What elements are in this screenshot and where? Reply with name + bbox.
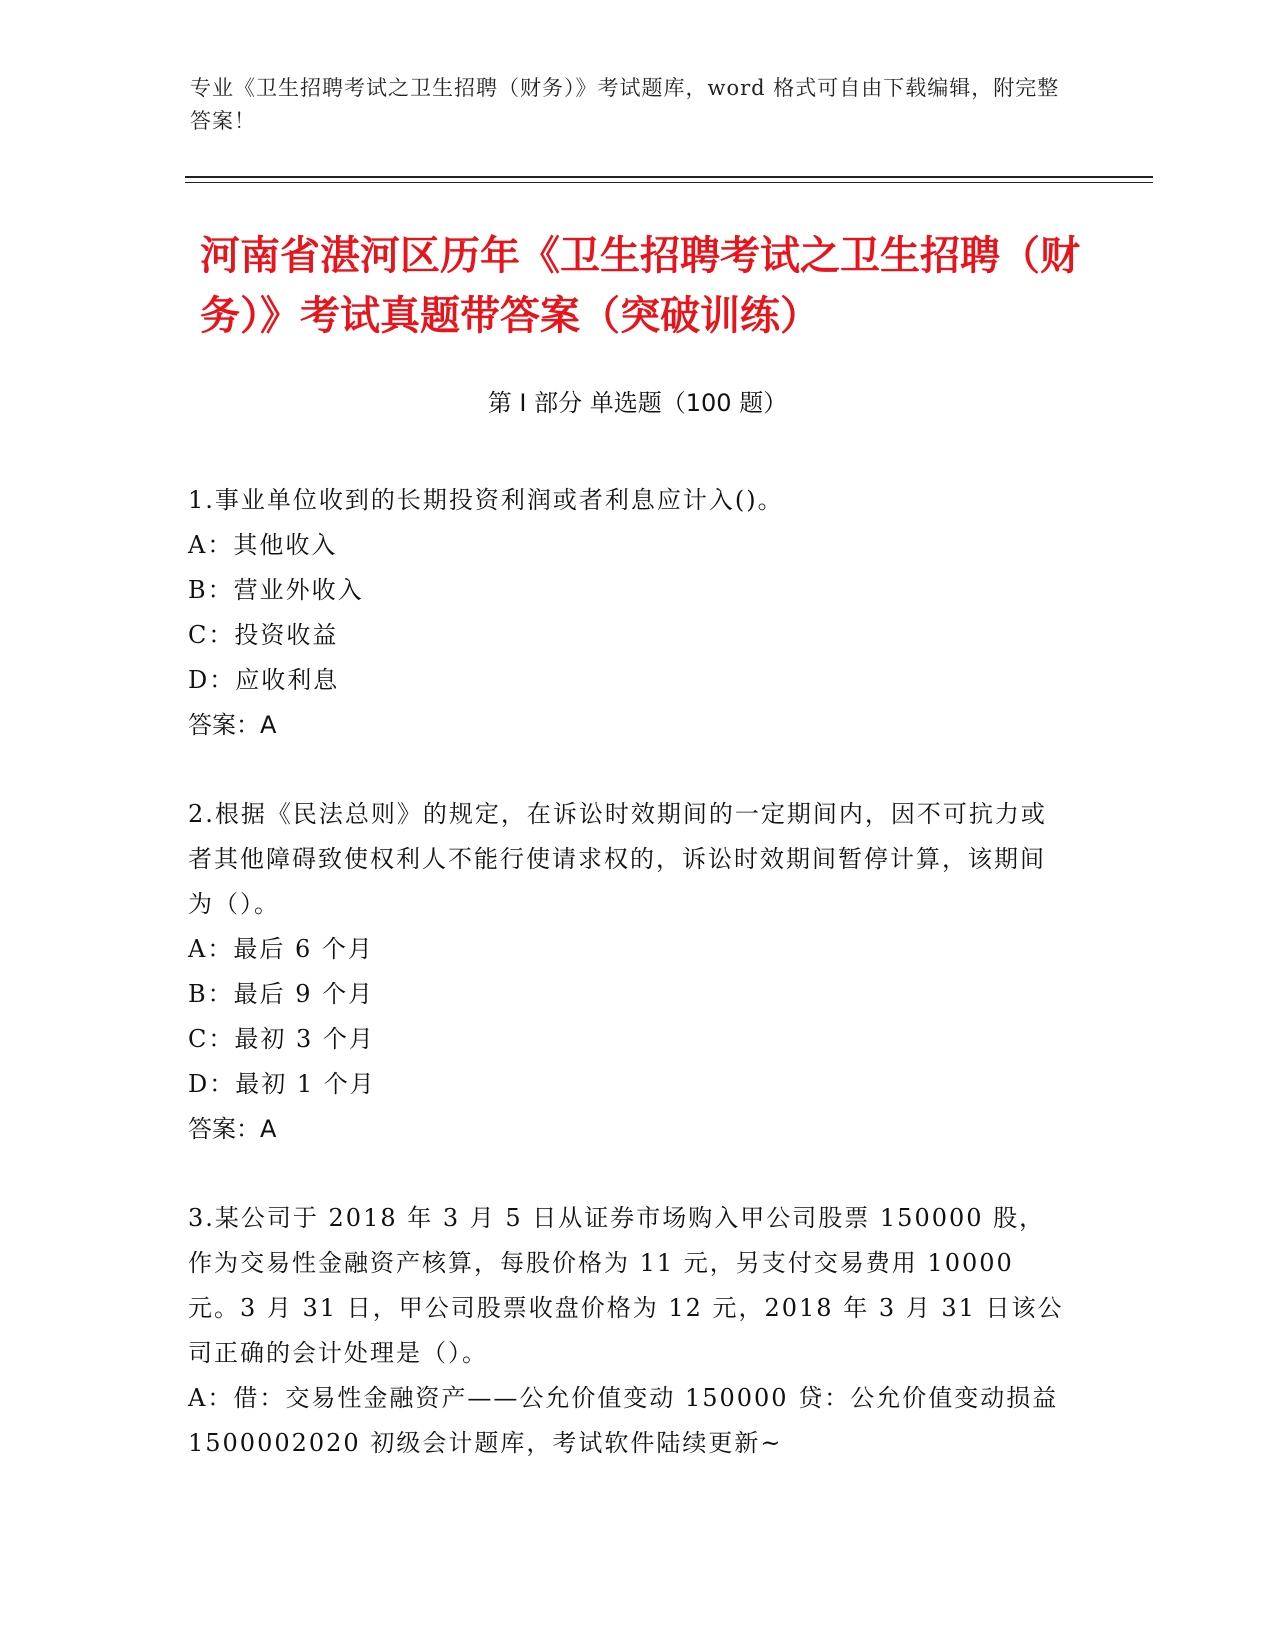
question-stem: 3.某公司于 2018 年 3 月 5 日从证券市场购入甲公司股票 150000 股，作为交易性金融资产核算，每股价格为 11 元，另支付交易费用 10000 元。3 月 31 日，甲公司股票收盘价格为 12 元，2018 年 3 月 31 日该公司正确的会计处理是（）。 — [188, 1204, 1064, 1367]
header-note: 专业《卫生招聘考试之卫生招聘（财务）》考试题库，word 格式可自由下载编辑，附完整答案！ — [190, 76, 1060, 133]
answer-value: A — [260, 711, 277, 739]
answer-label: 答案： — [188, 711, 260, 739]
question-stem: 2.根据《民法总则》的规定，在诉讼时效期间的一定期间内，因不可抗力或者其他障碍致使权利人不能行使请求权的，诉讼时效期间暂停计算，该期间为（）。 — [188, 800, 1047, 918]
option-b: B：最后 9 个月 — [188, 980, 375, 1008]
document-title: 河南省湛河区历年《卫生招聘考试之卫生招聘（财务）》考试真题带答案（突破训练） — [200, 233, 1080, 339]
answer-line — [188, 703, 1068, 748]
option-b: B：营业外收入 — [188, 576, 364, 604]
question-3 — [188, 1196, 1068, 1466]
option-c: C：最初 3 个月 — [188, 1025, 375, 1053]
question-list — [188, 478, 1068, 1510]
question-stem: 1.事业单位收到的长期投资利润或者利息应计入()。 — [188, 486, 784, 514]
option-a: A：最后 6 个月 — [188, 935, 374, 963]
question-1 — [188, 478, 1068, 748]
answer-label: 答案： — [188, 1115, 260, 1143]
option-d: D：应收利息 — [188, 666, 340, 694]
section-title: 第 I 部分 单选题（100 题） — [487, 389, 788, 417]
option-c: C：投资收益 — [188, 621, 339, 649]
answer-line — [188, 1107, 1068, 1152]
header-divider-thin — [185, 182, 1153, 183]
answer-value: A — [260, 1115, 277, 1143]
question-2 — [188, 792, 1068, 1152]
header-divider — [185, 176, 1153, 178]
option-a: A：其他收入 — [188, 531, 338, 559]
option-a: A：借：交易性金融资产——公允价值变动 150000 贷：公允价值变动损益 1500002020 初级会计题库，考试软件陆续更新~ — [188, 1384, 1059, 1457]
option-d: D：最初 1 个月 — [188, 1070, 376, 1098]
